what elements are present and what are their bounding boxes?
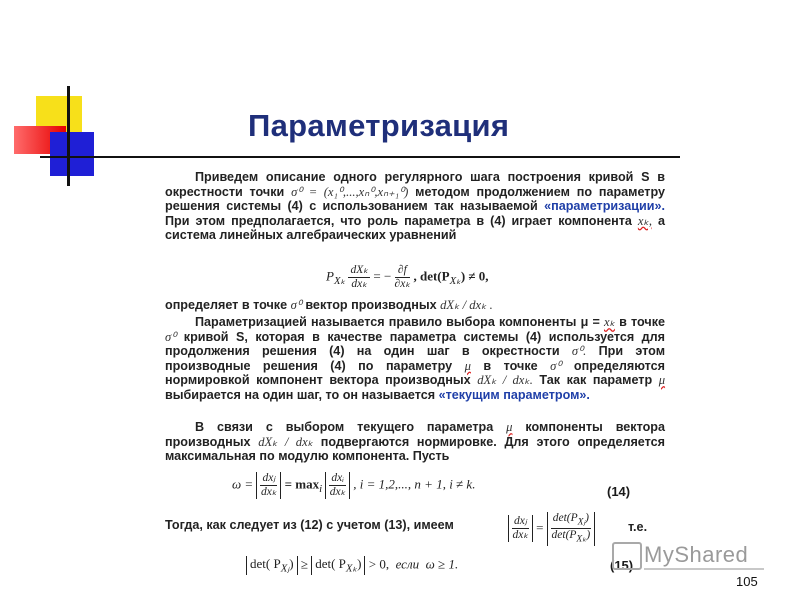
eq1-den2: ∂xₖ bbox=[394, 278, 411, 290]
p5-abs1 bbox=[508, 515, 533, 542]
slide-title: Параметризация bbox=[248, 108, 510, 143]
p3-vector: dXₖ / dxₖ. bbox=[477, 373, 533, 388]
p3-text-e: в точке bbox=[483, 358, 538, 373]
eq1-det: , det(P bbox=[413, 268, 450, 284]
eq15-d: ω ≥ 1. bbox=[425, 556, 459, 572]
p3-sigma: σ⁰ bbox=[165, 329, 177, 344]
eq14-num2: dxᵢ bbox=[331, 472, 345, 484]
term-current-parameter: «текущим параметром». bbox=[438, 387, 590, 402]
eq14-den: dxₖ bbox=[261, 486, 277, 498]
eq1-eq: = − bbox=[373, 268, 392, 284]
equation-14 bbox=[232, 472, 475, 499]
p5-eq: = bbox=[536, 519, 544, 535]
p2-sigma: σ⁰ bbox=[290, 298, 302, 312]
paragraph-defines bbox=[165, 298, 665, 313]
eq14-omega: ω = bbox=[232, 476, 254, 492]
eq15-a-sub: Xⱼ bbox=[280, 562, 290, 575]
p1-text-a: Приведем описание одного регулярного шага построения кривой bbox=[195, 170, 634, 184]
component-xk: xₖ, bbox=[637, 213, 652, 228]
eq14-condition: , i = 1,2,..., n + 1, i ≠ k. bbox=[353, 476, 476, 492]
equation-15 bbox=[246, 556, 458, 575]
p3-sigma3: σ⁰ bbox=[550, 358, 562, 373]
p5-num2: det(P bbox=[552, 512, 578, 524]
eq14-fraction2 bbox=[329, 472, 346, 499]
eq14-abs1 bbox=[256, 472, 281, 499]
eq1-num2: ∂f bbox=[395, 264, 411, 278]
p5-text: Тогда, как следует из (12) с учетом (13), имеем bbox=[165, 518, 454, 532]
eq1-fraction bbox=[348, 264, 370, 291]
p5-den2: det(P bbox=[551, 529, 577, 542]
p3-mu2: μ bbox=[658, 373, 666, 388]
p3-sigma2: σ⁰. bbox=[571, 344, 587, 359]
p3-mu: μ bbox=[464, 358, 471, 373]
equation-13-result bbox=[508, 512, 595, 546]
eq15-abs2: det( $P_{X_k}$) bbox=[311, 556, 365, 575]
eq15-if: если bbox=[395, 556, 420, 572]
paragraph-definition bbox=[165, 315, 665, 403]
eq14-num: dxⱼ bbox=[262, 472, 276, 484]
equation-number-15: (15) bbox=[610, 558, 634, 573]
deco-vertical-line bbox=[67, 86, 70, 186]
eq1-p-sub: Xₖ bbox=[333, 275, 346, 288]
eq14-max: = max bbox=[284, 476, 320, 492]
p3-text-c: кривой S, которая в качестве параметра системы (4) используется для продолжения решения (4) на один шаг в окрестности bbox=[165, 329, 666, 359]
eq1-num: dXₖ bbox=[350, 264, 369, 276]
p5-num2-sub: Xⱼ bbox=[577, 516, 586, 528]
eq15-a: det( P bbox=[250, 556, 281, 571]
eq14-i: i bbox=[319, 483, 323, 496]
equation-linear-system bbox=[326, 264, 489, 291]
eq1-det-sub: Xₖ bbox=[449, 275, 461, 288]
page-number: 105 bbox=[736, 574, 758, 589]
p1-text-c: методом продолжением по параметру решения системы (4) с использованием так называемой bbox=[165, 184, 665, 214]
deco-blue-square bbox=[50, 132, 94, 176]
eq14-den2: dxₖ bbox=[329, 486, 346, 498]
p4-text-b: компоненты вектора производных bbox=[165, 420, 665, 449]
p4-text-a: В связи с выбором текущего параметра bbox=[195, 420, 494, 434]
eq1-den: dxₖ bbox=[351, 278, 368, 290]
p4-vector: dXₖ / dxₖ bbox=[258, 434, 314, 449]
p5-fraction1 bbox=[512, 515, 529, 542]
watermark-text: MyShared bbox=[644, 542, 749, 567]
term-parametrization: «параметризации». bbox=[544, 199, 665, 214]
p3-text-b: в точке bbox=[619, 315, 666, 329]
eq1-p: P bbox=[326, 268, 334, 284]
eq15-abs1: det( $P_{Xⱼ}$) bbox=[246, 556, 298, 575]
p1-text-e: При этом предполагается, что роль параметра в (4) играет компонента bbox=[165, 213, 632, 228]
paragraph-intro bbox=[165, 170, 665, 243]
eq14-abs2 bbox=[325, 472, 350, 499]
sigma0-point: σ⁰ = (x₁⁰,...,xₙ⁰,xₙ₊₁⁰) bbox=[291, 184, 409, 199]
eq15-b-sub: Xₖ bbox=[345, 562, 358, 575]
p5-abs2 bbox=[547, 512, 595, 546]
p5-den: dxₖ bbox=[512, 529, 529, 542]
p1-text-b: S в окрестности точки bbox=[165, 170, 665, 199]
p5-te: т.е. bbox=[628, 520, 648, 534]
p3-xk: xₖ bbox=[603, 315, 615, 329]
presentation-icon bbox=[612, 542, 642, 570]
p5-den2-sub: Xₖ bbox=[576, 533, 587, 545]
paragraph-normalization bbox=[165, 420, 665, 464]
eq15-ge: ≥ bbox=[300, 556, 308, 572]
p4-mu: μ bbox=[506, 420, 513, 434]
p5-num: dxⱼ bbox=[514, 515, 527, 528]
p3-text-f: определяются нормировкой компонент вектора производных bbox=[165, 358, 666, 388]
p4-text-c: подвергаются нормировке. Для этого определяется максимальная по модулю компонента. Пусть bbox=[165, 434, 665, 464]
eq1-det-end: ) ≠ 0, bbox=[460, 268, 489, 284]
p3-text-h: выбирается на один шаг, то он называется bbox=[165, 387, 436, 402]
p2-text-b: вектор производных bbox=[305, 298, 437, 312]
p2-vector: dXₖ / dxₖ . bbox=[440, 298, 493, 312]
p5-fraction2: $\frac{\det(P_{Xⱼ})}{\det(P_{X_k})}$ bbox=[551, 512, 591, 545]
eq14-fraction1 bbox=[260, 472, 277, 499]
equation-number-14: (14) bbox=[607, 484, 631, 499]
eq15-b: det( P bbox=[315, 556, 346, 571]
eq15-c: > 0, bbox=[368, 556, 390, 572]
p3-text-a: Параметризацией называется правило выбора компоненты μ = bbox=[195, 315, 600, 329]
p3-text-d: При этом производные решения (4) по параметру bbox=[165, 344, 666, 373]
p3-text-g: Так как параметр bbox=[539, 373, 653, 388]
p1-text-f: а система линейных алгебраических уравнений bbox=[165, 213, 666, 243]
watermark-underline bbox=[644, 568, 764, 570]
p2-text-a: определяет в точке bbox=[165, 298, 288, 312]
myshared-watermark bbox=[612, 540, 772, 572]
title-underline bbox=[40, 156, 680, 158]
eq1-fraction2 bbox=[395, 264, 411, 291]
